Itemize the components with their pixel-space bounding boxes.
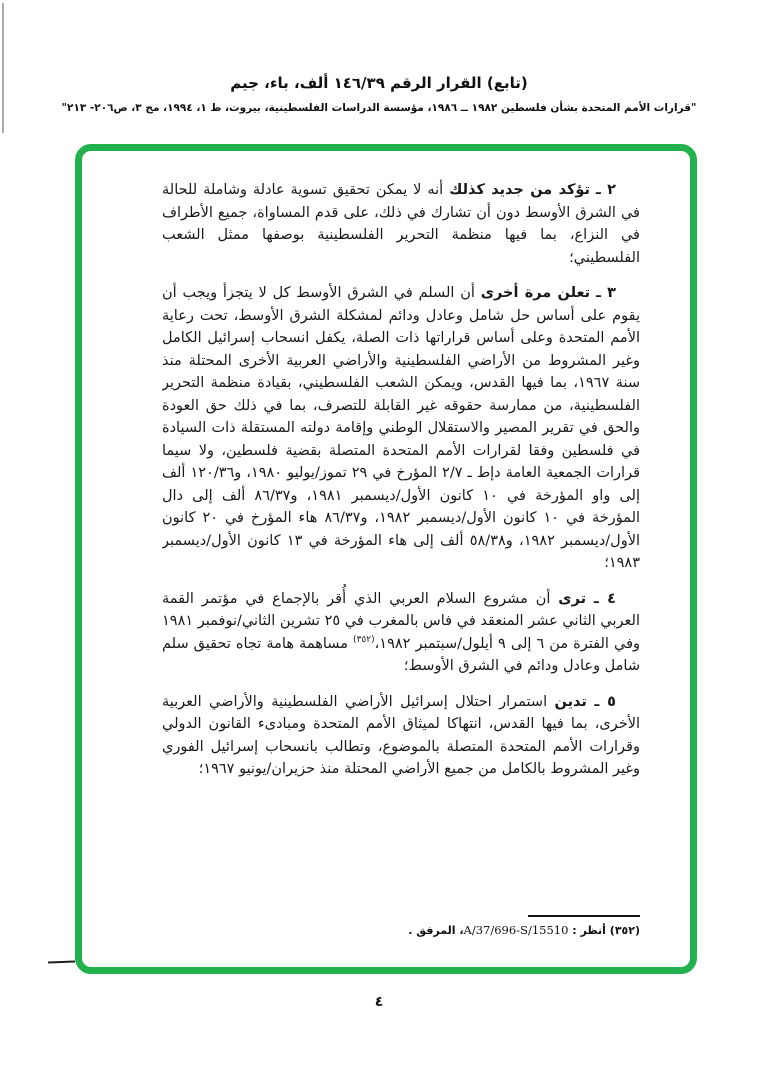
- footnote-label: أنظر :: [572, 924, 606, 937]
- paragraph-3-lead: تعلن مرة أخرى: [480, 285, 591, 301]
- paragraph-5-text: استمرار احتلال إسرائيل الأراضي الفلسطينية والأراضي العربية الأخرى، بما فيها القدس، انتهاكا لميثاق الأمم المتحدة ومبادىء القانون الدولي وقرارات الأمم المتحدة المتصلة بالموضوع، وتطالب بانسحاب إسرائيل الفوري وغير المشروط بالكامل من جميع الأراضي المحتلة منذ حزيران/يونيو ١٩٦٧؛: [162, 693, 640, 777]
- paragraph-4: [162, 588, 640, 678]
- footnote-marker: (٣٥٢): [609, 924, 640, 937]
- paragraph-4-number: ٤ ـ: [593, 590, 617, 607]
- footnote-suffix: ، المرفق .: [408, 924, 464, 937]
- paragraph-3-number: ٣ ـ: [595, 285, 617, 301]
- paragraph-2: [162, 179, 640, 269]
- paragraph-5: [162, 691, 640, 781]
- paragraph-3: [162, 282, 640, 575]
- paragraph-5-number: ٥ ـ: [594, 693, 616, 710]
- paragraph-4-text-continued: مساهمة هامة تجاه تحقيق سلم شامل وعادل ودائم في الشرق الأوسط؛: [162, 635, 640, 674]
- paragraph-4-text: أن مشروع السلام العربي الذي أُقر بالإجماع في مؤتمر القمة العربي الثاني عشر المنعقد في فاس بالمغرب في ٢٥ تشرين الثاني/نوفمبر ١٩٨١ وفي الفترة من ٦ إلى ٩ أيلول/سبتمبر ١٩٨٢،: [162, 590, 640, 652]
- resolution-title: (تابع) القرار الرقم ١٤٦/٣٩ ألف، باء، جيم: [230, 74, 528, 92]
- paragraph-2-text: أنه لا يمكن تحقيق تسوية عادلة وشاملة للحالة في الشرق الأوسط دون أن تشارك في ذلك، على قدم المساواة، جميع الأطراف في النزاع، بما فيها منظمة التحرير الفلسطينية بوصفها ممثل الشعب الفلسطيني؛: [162, 182, 640, 266]
- paragraph-4-lead: ترى: [558, 590, 587, 607]
- paragraph-2-lead: تؤكد من جديد كذلك: [449, 182, 590, 198]
- stray-pen-mark: [48, 961, 75, 964]
- footnote-reference-marker: (٣٥٢): [353, 634, 375, 645]
- resolution-body: [162, 179, 640, 905]
- source-citation: "قرارات الأمم المتحدة بشأن فلسطين ١٩٨٢ ــ ١٩٨٦، مؤسسة الدراسات الفلسطينية، بيروت، ط ١، ١٩٩٤، مج ٣، ص٢٠٦- ٢١٣": [61, 102, 697, 114]
- paragraph-2-number: ٢ ـ: [595, 182, 616, 198]
- footnote: [162, 915, 640, 937]
- page-number: ٤: [374, 994, 384, 1010]
- paragraph-3-text: أن السلم في الشرق الأوسط كل لا يتجزأ ويجب أن يقوم على أساس حل شامل وعادل ودائم لمشكلة الشرق الأوسط، تحت رعاية الأمم المتحدة وعلى أساس قراراتها ذات الصلة، يكفل انسحاب إسرائيل الكامل وغير المشروط من الأراضي الفلسطينية والأراضي العربية الأخرى المحتلة منذ سنة ١٩٦٧، بما فيها القدس، ويمكن الشعب الفلسطيني، بقيادة منظمة التحرير الفلسطينية، من ممارسة حقوقه غير القابلة للتصرف، بما في ذلك حق العودة والحق في تقرير المصير والاستقلال الوطني وإقامة دولته المستقلة ذات السيادة في فلسطين وفقا لقرارات الأمم المتحدة المتصلة بقضية فلسطين، ولا سيما قرارات الجمعية العامة دإط ـ ٢/٧ المؤرخ في ٢٩ تموز/يوليو ١٩٨٠، و١٢٠/٣٦ ألف إلى واو المؤرخة في ١٠ كانون الأول/ديسمبر ١٩٨١، و٨٦/٣٧ ألف إلى دال المؤرخة في ١٠ كانون الأول/ديسمبر ١٩٨٢، و٨٦/٣٧ هاء المؤرخ في ٢٠ كانون الأول/ديسمبر ١٩٨٢، و٥٨/٣٨ ألف إلى هاء المؤرخة في ١٣ كانون الأول/ديسمبر ١٩٨٣؛: [162, 285, 640, 571]
- footnote-text: [162, 923, 640, 937]
- paragraph-5-lead: تدين: [554, 693, 587, 710]
- footnote-separator-rule: [528, 915, 640, 917]
- content-frame: [75, 144, 697, 974]
- footnote-document-reference: A/37/696-S/15510: [463, 923, 569, 937]
